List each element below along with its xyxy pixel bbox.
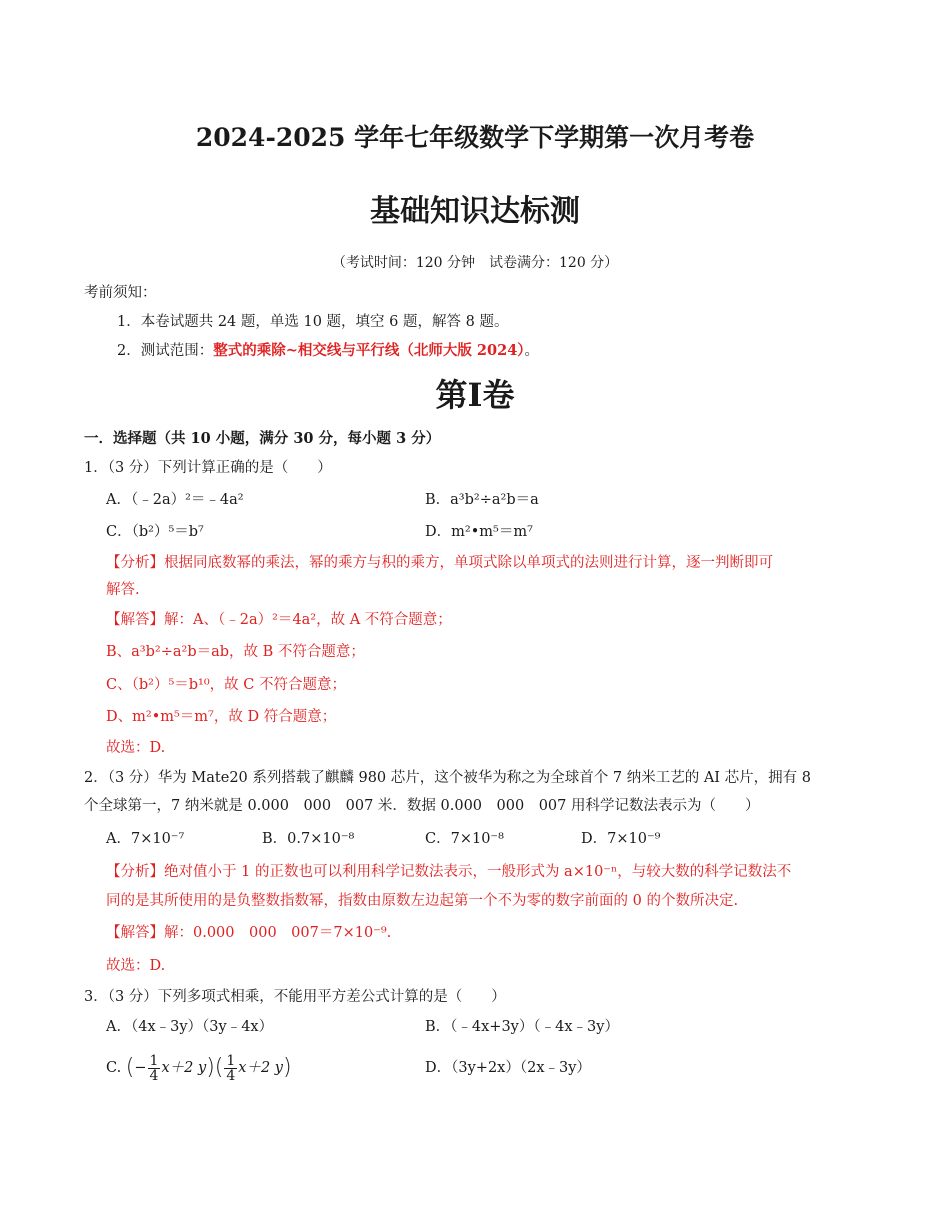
q1-answer-line-4: D、m²•m⁵＝m⁷，故 D 符合题意； [106, 709, 337, 725]
fraction-numerator: 1 [226, 1052, 236, 1069]
q1-answer-line-3: C、（b²）⁵＝b¹⁰，故 C 不符合题意； [106, 677, 346, 693]
q1-option-b [425, 490, 539, 510]
fraction-one-quarter [224, 1054, 237, 1083]
volume-heading: 第Ⅰ卷 [435, 376, 515, 414]
page-subtitle: 基础知识达标测 [370, 194, 580, 229]
q2-stem-line-2: 个全球第一，7 纳米就是 0.000 000 007 米．数据 0.000 000 007 用科学记数法表示为（ ） [84, 798, 760, 814]
q1-option-d [425, 522, 533, 542]
q2-stem-line-1: 2．（3 分）华为 Mate20 系列搭载了麒麟 980 芯片，这个被华为称之为全球首个 7 纳米工艺的 AI 芯片，拥有 8 [84, 770, 811, 786]
q2-option-a: A．7×10⁻⁷ [106, 831, 185, 847]
q1-option-a [106, 490, 244, 510]
q3-option-d: D．（3y+2x）（2x﹣3y） [425, 1060, 591, 1076]
q3-option-c-label: C. [106, 1060, 122, 1076]
q2-analysis-line-1: 【分析】绝对值小于 1 的正数也可以利用科学记数法表示，一般形式为 a×10⁻ⁿ，与较大数的科学记数法不 [106, 864, 792, 880]
exam-info: （考试时间：120 分钟 试卷满分：120 分） [331, 255, 619, 271]
q2-option-b: B．0.7×10⁻⁸ [262, 831, 355, 847]
fraction-denominator: 4 [149, 1067, 159, 1084]
q3-option-c-term-1: x＋2 y [161, 1060, 207, 1076]
q1-analysis-line-1: 【分析】根据同底数幂的乘法，幂的乘方与积的乘方，单项式除以单项式的法则进行计算，逐一判断即可 [106, 555, 773, 571]
q1-option-d-text: m²•m⁵＝m⁷ [451, 524, 533, 540]
q3-option-a: A．（4x﹣3y）（3y﹣4x） [106, 1019, 274, 1035]
q3-option-c [106, 1048, 292, 1088]
q3-stem: 3．（3 分）下列多项式相乘，不能用平方差公式计算的是（ ） [84, 989, 506, 1005]
q1-option-b-label: B． [425, 492, 451, 508]
fraction-one-quarter [148, 1054, 161, 1083]
q2-analysis-line-2: 同的是其所使用的是负整数指数幂，指数由原数左边起第一个不为零的数字前面的 0 的个数所决定. [106, 893, 739, 909]
fraction-numerator: 1 [149, 1052, 159, 1069]
open-paren-icon: ( [214, 1055, 224, 1080]
test-range: 整式的乘除~相交线与平行线（北师大版 2024） [213, 342, 525, 359]
section-heading: 一．选择题（共 10 小题，满分 30 分，每小题 3 分） [84, 430, 441, 447]
q1-answer-line-2: B、a³b²÷a²b＝ab，故 B 不符合题意； [106, 644, 365, 660]
notice-item-2 [117, 341, 539, 361]
q2-option-d: D．7×10⁻⁹ [581, 831, 661, 847]
q1-option-a-label: A． [106, 492, 131, 508]
notice-item-1: 1．本卷试题共 24 题，单选 10 题，填空 6 题，解答 8 题。 [117, 314, 509, 330]
open-paren-icon: ( [125, 1055, 135, 1080]
q1-option-c [106, 522, 204, 542]
q1-analysis-line-2: 解答. [106, 582, 140, 598]
q1-answer-line-1: 【解答】解：A、（﹣2a）²＝4a²，故 A 不符合题意； [106, 612, 452, 628]
notice-heading: 考前须知： [84, 285, 157, 301]
close-paren-icon: ) [283, 1055, 292, 1080]
q1-option-c-label: C． [106, 524, 132, 540]
q1-option-b-text: a³b²÷a²b＝a [450, 492, 539, 508]
minus-sign: − [134, 1060, 147, 1076]
q2-answer: 【解答】解：0.000 000 007＝7×10⁻⁹. [106, 925, 392, 941]
q3-option-c-term-2: x＋2 y [238, 1060, 284, 1076]
fraction-denominator: 4 [226, 1067, 236, 1084]
q1-option-d-label: D． [425, 524, 452, 540]
q1-option-c-text: （b²）⁵＝b⁷ [131, 524, 204, 540]
q1-choice: 故选：D. [106, 740, 166, 756]
page-title: 2024-2025 学年七年级数学下学期第一次月考卷 [195, 123, 755, 152]
q1-stem: 1．（3 分）下列计算正确的是（ ） [84, 460, 332, 476]
q3-option-b: B．（﹣4x+3y）（﹣4x﹣3y） [425, 1019, 619, 1035]
q2-option-c: C．7×10⁻⁸ [425, 831, 504, 847]
close-paren-icon: ) [206, 1055, 215, 1080]
notice-item-2-prefix: 2．测试范围： [117, 343, 214, 359]
notice-item-2-suffix: 。 [524, 343, 540, 359]
q2-choice: 故选：D. [106, 958, 166, 974]
q1-option-a-text: （﹣2a）²＝﹣4a² [130, 492, 244, 508]
